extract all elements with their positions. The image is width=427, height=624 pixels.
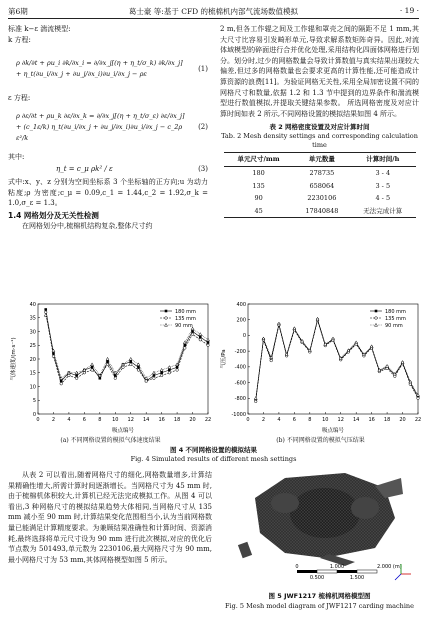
k-equation-body: ρ ∂k/∂t + ρu_i ∂k/∂x_i = ∂/∂x_j[(η + η_t/σ_k) ∂k/∂x_j] + η_t(∂u_i/∂x_j + ∂u_j/∂x_i)∂u_i/∂x_j − ρε — [16, 59, 183, 79]
table-cell: 3 - 4 — [375, 168, 391, 177]
x-tick-label: 14 — [142, 417, 150, 423]
data-point-circle — [417, 397, 420, 400]
table-cell: 2230106 — [307, 194, 337, 203]
data-point-circle — [153, 377, 156, 380]
y-tick-label: -1000 — [231, 411, 246, 418]
x-tick-label: 0 — [36, 417, 40, 423]
data-point-circle — [254, 400, 257, 403]
x-tick-label: 4 — [277, 417, 281, 423]
data-point-circle — [160, 374, 163, 377]
data-point-circle — [145, 380, 148, 383]
data-point-square — [44, 308, 47, 311]
left-column-top — [8, 24, 208, 232]
y-tick-label: -400 — [234, 364, 246, 371]
mesh-density-table — [224, 152, 416, 218]
x-tick-label: 18 — [383, 417, 391, 423]
data-point-triangle — [129, 357, 132, 360]
y-tick-label: -600 — [234, 380, 246, 387]
x-tick-label: 6 — [82, 417, 86, 423]
data-point-triangle — [160, 368, 163, 371]
table-cell: 4 - 5 — [375, 194, 391, 203]
figure4-sub-a: (a) 不同网格设置的模拟气体速度结果 — [60, 437, 161, 444]
data-point-triangle — [207, 338, 210, 341]
legend-label: 90 mm — [175, 322, 193, 329]
scale-sub-label: 1.500 — [349, 575, 365, 581]
x-tick-label: 16 — [158, 417, 165, 423]
data-point-circle — [199, 338, 202, 341]
x-tick-label: 10 — [322, 417, 329, 423]
table-row — [224, 166, 416, 179]
scale-tick-label: 1.000 — [329, 564, 345, 570]
e-equation-body: ρ ∂ε/∂t + ρu_k ∂ε/∂x_k = ∂/∂x_j[(η + η_t/σ_ε) ∂ε/∂x_j] + (c_1ε/k) η_t(∂u_i/∂x_j + ∂u_j/∂x_i)∂u_i/∂x_j − c_2ρ ε²/k — [16, 112, 185, 143]
eta-equation-number: (3) — [198, 165, 208, 174]
y-axis-label: 气压/Pa — [221, 349, 227, 369]
table-row — [224, 192, 416, 205]
x-tick-label: 18 — [173, 417, 181, 423]
scale-tick-label: 2.000 (m) — [377, 564, 402, 570]
legend-marker — [165, 310, 168, 313]
eta-equation — [16, 164, 208, 175]
legend-label: 135 mm — [385, 315, 406, 322]
data-point-square — [160, 371, 163, 374]
data-point-square — [168, 369, 171, 372]
table-header-cell: 单元尺寸/mm — [237, 155, 280, 164]
data-point-circle — [52, 355, 55, 358]
table-cell: 135 — [252, 181, 265, 190]
figure5-caption-cn: 图 5 JWF1217 梳棉机网格模型图 — [268, 592, 371, 600]
x-axis-label: 吸点编号 — [321, 428, 345, 434]
data-point-square — [75, 374, 78, 377]
left-paragraph-1: 在网格划分中,梳棉机结构复杂,整体尺寸约 — [22, 222, 153, 231]
data-point-square — [99, 377, 102, 380]
x-axis-label: 吸点编号 — [111, 428, 135, 434]
data-point-circle — [270, 359, 273, 362]
k-equation — [16, 47, 208, 91]
x-tick-label: 8 — [98, 417, 102, 423]
y-tick-label: -200 — [234, 348, 246, 355]
article-running-title: 葛士豪 等:基于 CFD 的梳棉机内部气流场数值模拟 — [128, 7, 299, 16]
figure5-caption-en: Fig. 5 Mesh model diagram of JWF1217 carding machine — [225, 602, 414, 610]
data-point-square — [129, 360, 132, 363]
mesh-model-image — [238, 473, 403, 566]
table-header-row — [224, 153, 416, 167]
running-header — [8, 4, 419, 19]
y-tick-label: 400 — [236, 301, 246, 308]
k-equation-number: (1) — [198, 64, 208, 73]
data-point-circle — [83, 371, 86, 374]
x-tick-label: 16 — [368, 417, 375, 423]
data-point-triangle — [199, 333, 202, 336]
y-tick-label: 200 — [236, 317, 246, 324]
legend-marker — [375, 317, 378, 320]
legend-marker — [375, 310, 378, 313]
x-tick-label: 14 — [352, 417, 360, 423]
where-label: 其中: — [8, 152, 25, 161]
legend-label: 180 mm — [175, 308, 196, 315]
data-point-triangle — [254, 397, 257, 400]
x-tick-label: 10 — [112, 417, 119, 423]
table-header-cell: 单元数量 — [308, 155, 335, 164]
x-tick-label: 2 — [51, 417, 56, 423]
y-tick-label: 25 — [29, 343, 36, 350]
x-tick-label: 20 — [189, 417, 196, 423]
x-tick-label: 22 — [414, 417, 422, 423]
data-point-circle — [68, 374, 71, 377]
data-point-circle — [168, 371, 171, 374]
figure4-caption-en: Fig. 4 Simulated results of different mesh settings — [130, 455, 297, 463]
left-column-bottom — [8, 470, 212, 565]
figure4-caption-cn: 图 4 不同网格设置的模拟结果 — [169, 446, 258, 454]
scale-tick-label: 0 — [295, 564, 299, 570]
k-equation-label: k 方程: — [8, 35, 31, 44]
data-point-square — [153, 374, 156, 377]
data-point-triangle — [183, 341, 186, 344]
table-cell: 无法完成计算 — [363, 206, 403, 215]
e-equation-number: (2) — [198, 123, 208, 132]
x-tick-label: 20 — [399, 417, 406, 423]
data-point-circle — [191, 333, 194, 336]
series-line — [256, 320, 418, 400]
e-equation-label: ε 方程: — [8, 94, 31, 103]
y-axis-label: 气体速度/(m·s⁻¹) — [11, 337, 17, 381]
y-tick-label: 15 — [29, 370, 36, 377]
data-point-circle — [106, 363, 109, 366]
data-point-triangle — [137, 363, 140, 366]
data-point-circle — [176, 369, 179, 372]
right-column-top — [220, 24, 419, 218]
issue-number: 第6期 — [8, 7, 28, 16]
y-tick-label: 10 — [29, 384, 36, 391]
x-tick-label: 22 — [204, 417, 212, 423]
x-tick-label: 0 — [246, 417, 250, 423]
y-tick-label: 0 — [242, 333, 246, 340]
y-tick-label: 0 — [32, 411, 36, 418]
data-point-square — [207, 341, 210, 344]
data-point-circle — [122, 366, 125, 369]
data-point-circle — [91, 369, 94, 372]
data-point-circle — [137, 369, 140, 372]
y-tick-label: 35 — [29, 315, 36, 322]
data-point-circle — [207, 344, 210, 347]
x-tick-label: 6 — [292, 417, 296, 423]
data-point-circle — [75, 377, 78, 380]
model-line: 标准 k−ε 湍流模型: — [8, 25, 71, 33]
data-point-square — [91, 366, 94, 369]
data-point-circle — [60, 382, 63, 385]
scale-bar — [295, 564, 401, 581]
data-point-triangle — [152, 371, 155, 374]
table-row — [224, 180, 416, 193]
table2-title-en: Tab. 2 Mesh density settings and corresponding calculation time — [221, 132, 418, 150]
section-heading: 1.4 网格划分及无关性检测 — [8, 210, 99, 220]
table-header-cell: 计算时间/h — [366, 155, 400, 164]
x-tick-label: 12 — [337, 417, 344, 423]
x-tick-label: 4 — [67, 417, 71, 423]
table-cell: 658064 — [309, 181, 335, 190]
figure4-sub-b: (b) 不同网格设置的模拟气压结果 — [276, 437, 365, 444]
scale-sub-label: 0.500 — [309, 575, 325, 581]
data-point-circle — [114, 377, 117, 380]
legend-marker — [165, 317, 168, 320]
table-row — [224, 205, 416, 218]
legend-label: 135 mm — [175, 315, 196, 322]
data-point-triangle — [91, 363, 94, 366]
carding-machine-mesh-model — [225, 458, 415, 586]
table-cell: 17840848 — [305, 206, 339, 215]
x-tick-label: 12 — [127, 417, 134, 423]
y-tick-label: 40 — [29, 301, 36, 308]
eta-equation-body: η_t = c_μ ρk² / ε — [56, 165, 113, 174]
x-tick-label: 8 — [308, 417, 312, 423]
legend-label: 90 mm — [385, 322, 403, 329]
symbol-explanation: 式中:x、y、z 分别为空间坐标系 3 个坐标轴的正方向;u 为动力粘度;ρ 为密度;c_μ = 0.09,c_1 = 1.44,c_2 = 1.92,σ_k = 1.0,σ_ε = 1.3。 — [8, 177, 208, 208]
table2-title-cn: 表 2 网格密度设置及对应计算时间 — [269, 123, 370, 132]
velocity-chart — [8, 298, 213, 436]
legend-label: 180 mm — [385, 308, 406, 315]
series-line — [256, 319, 418, 398]
right-paragraph-1: 2 m,但各工作辊之间及工作辊和罩壳之间的隔距不足 1 mm,其大尺寸比容易引发畸形单元,导致求解系数矩阵奇异。因此,对流体域模型的碎面进行合并优化处理,采用结构化四面体网格进行划分。划分时,过少的网格数量会导致计算数值与真实结果出现较大偏差,但过多的网格数量也会要求更高的计算性能,还可能造成计算资源的浪费[11]。为验证网格无关性,采用全局加密设置不同的网格尺寸和数量,依据 1.2 和 1.3 节中提到的边界条件和湍流模型进行数值模拟,并提取关键结果参数。 所选网格密度及对应计算时间如表 2 所示,不同网格设置的模拟结果如图 4 所示。 — [220, 25, 419, 118]
data-point-triangle — [168, 366, 171, 369]
data-point-triangle — [145, 377, 148, 380]
data-point-circle — [184, 347, 187, 350]
y-tick-label: 5 — [32, 398, 36, 405]
series-line — [256, 321, 418, 402]
y-tick-label: 30 — [29, 329, 36, 336]
table-cell: 278735 — [309, 168, 335, 177]
e-equation — [16, 106, 208, 150]
data-point-circle — [129, 363, 132, 366]
pressure-chart — [218, 298, 423, 436]
data-point-square — [199, 336, 202, 339]
page-number: · 19 · — [399, 6, 419, 15]
y-tick-label: -800 — [234, 396, 246, 403]
x-tick-label: 2 — [261, 417, 266, 423]
table-cell: 3 - 5 — [375, 181, 391, 190]
left-paragraph-2: 从表 2 可以看出,随着网格尺寸的细化,网格数量增多,计算结果精确性增大,所需计算时间逐渐增长。当网格尺寸为 45 mm 时,由于梳棉机体积较大,计算机已经无法完成模拟工作。从图 4 可以看出,3 种网格尺寸的模拟结果趋势大体相同,当网格尺寸从 135 mm 减小至 90 mm 时,计算结果变化范围相当小,认为当前网格数量已能满足计算精度要求。为兼顾结果准确性和计算时间、资源消耗,最终选择将单元尺寸设为 90 mm 进行此次模拟,对应的优化后节点数为 501493,单元数为 2230106,最大网格尺寸为 90 mm,最小网格尺寸为 53 mm,其体网格模型如图 5 所示。 — [8, 471, 212, 564]
y-tick-label: 20 — [29, 356, 36, 363]
data-point-square — [191, 330, 194, 333]
table-cell: 90 — [254, 194, 263, 203]
data-point-triangle — [106, 357, 109, 360]
table-cell: 180 — [252, 168, 265, 177]
table-cell: 45 — [254, 206, 263, 215]
